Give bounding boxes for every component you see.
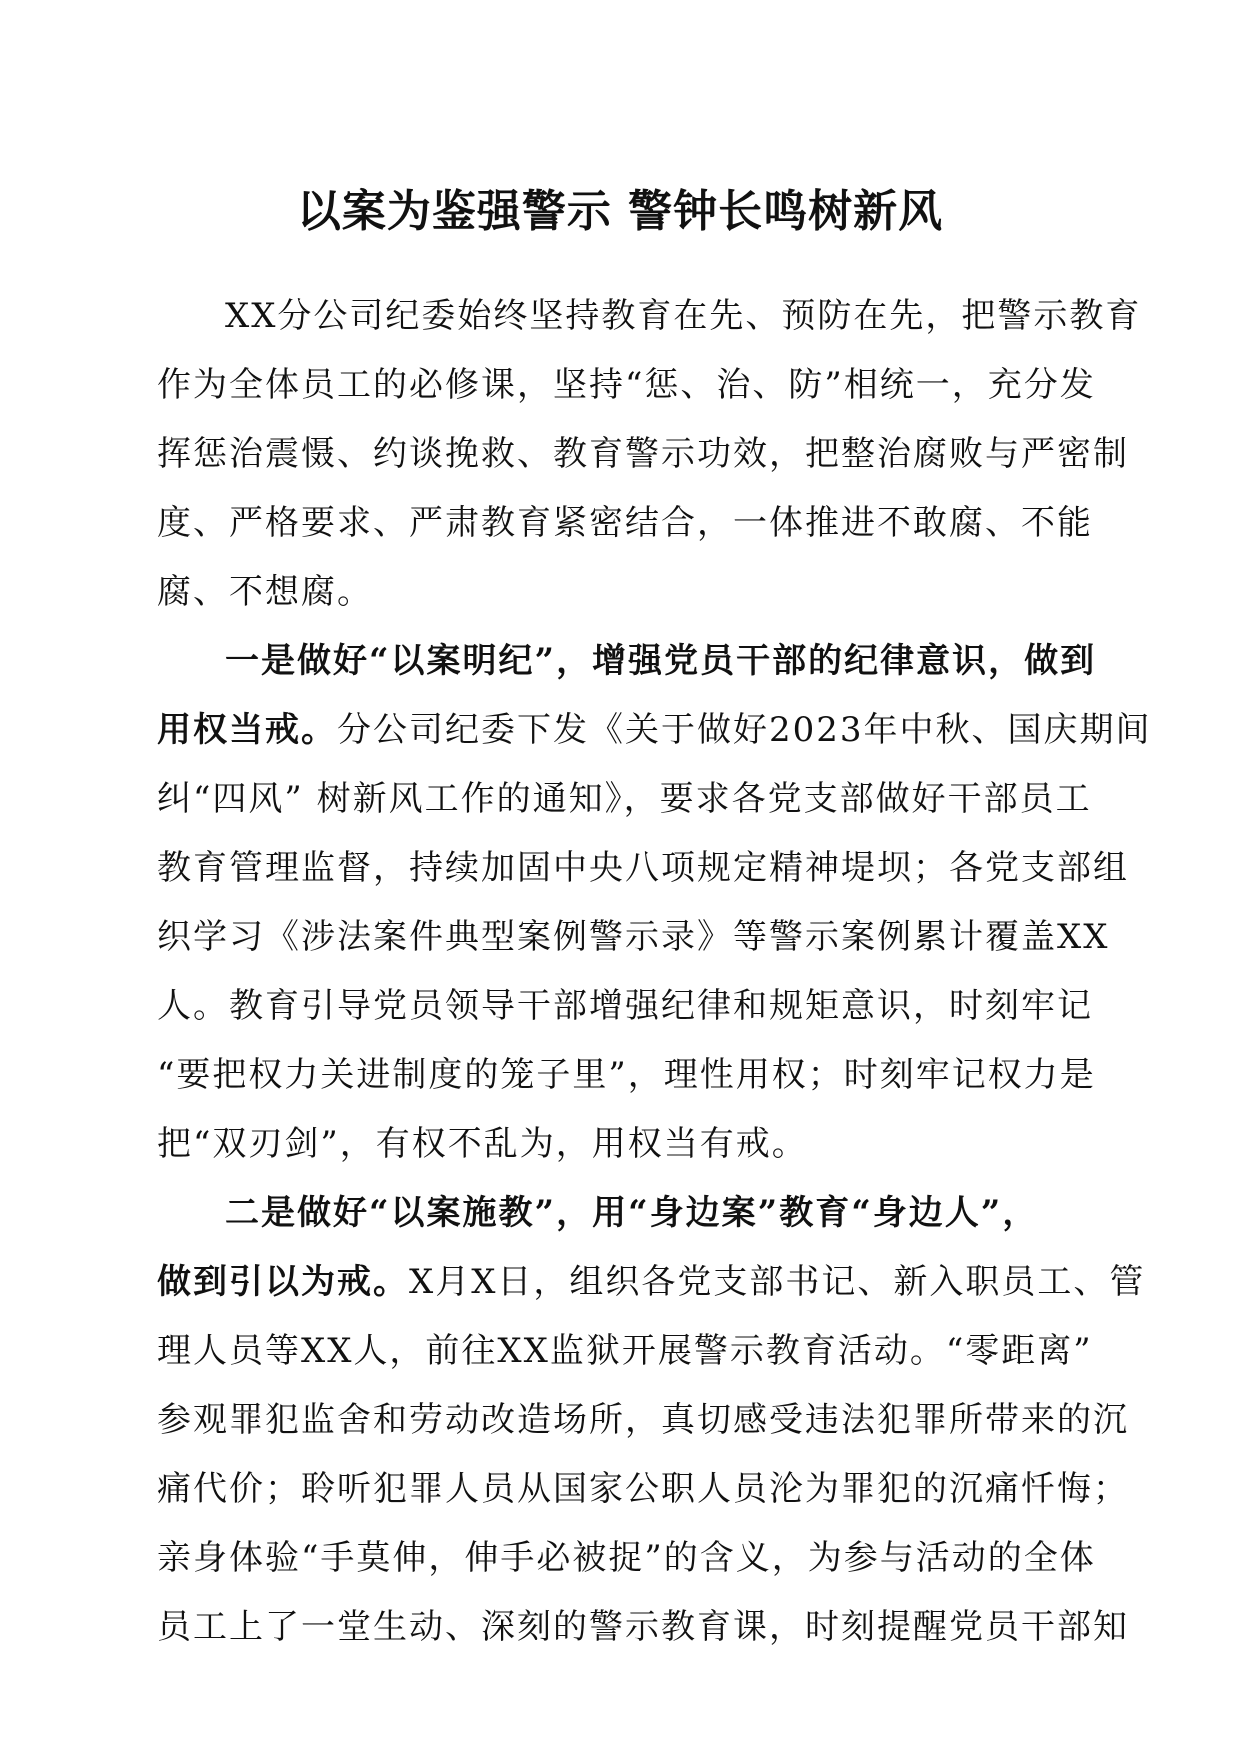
text-line — [157, 1593, 1129, 1662]
text-line — [157, 972, 1093, 1041]
text-segment: 教育管理监督，持续加固中央八项规定精神堤坝；各党支部组 — [157, 848, 1129, 888]
text-segment: 员工上了一堂生动、深刻的警示教育课，时刻提醒党员干部知 — [157, 1607, 1129, 1647]
document-title: 以案为鉴强警示 警钟长鸣树新风 — [296, 186, 944, 237]
text-line — [157, 903, 1110, 972]
text-line — [157, 282, 1142, 351]
text-segment: 理人员等XX人，前往XX监狱开展警示教育活动。“零距离” — [157, 1331, 1093, 1371]
text-segment: X月X日，组织各党支部书记、新入职员工、管 — [409, 1262, 1146, 1302]
text-segment: 织学习《涉法案件典型案例警示录》等警示案例累计覆盖XX — [157, 917, 1110, 957]
text-segment: 痛代价；聆听犯罪人员从国家公职人员沦为罪犯的沉痛忏悔； — [157, 1469, 1129, 1509]
text-line — [157, 351, 1096, 420]
text-line — [157, 1386, 1129, 1455]
paragraph — [157, 1179, 1146, 1662]
paragraph — [157, 627, 1152, 1179]
text-line — [157, 558, 1087, 627]
text-line — [157, 627, 1097, 696]
text-segment: 腐、不想腐。 — [157, 572, 373, 612]
text-line — [157, 1248, 1146, 1317]
text-line — [157, 420, 1129, 489]
text-segment: 参观罪犯监舍和劳动改造场所，真切感受违法犯罪所带来的沉 — [157, 1400, 1129, 1440]
text-line — [157, 1455, 1129, 1524]
text-segment: 分公司纪委下发《关于做好2023年中秋、国庆期间 — [337, 710, 1152, 750]
text-line — [157, 1041, 1096, 1110]
text-segment: 人。教育引导党员领导干部增强纪律和规矩意识，时刻牢记 — [157, 986, 1093, 1026]
bold-text-segment: 用权当戒。 — [157, 710, 337, 750]
text-line — [157, 1317, 1093, 1386]
bold-text-segment: 做到引以为戒。 — [157, 1262, 409, 1302]
text-line — [157, 1179, 1087, 1248]
text-line — [157, 696, 1152, 765]
paragraph — [157, 282, 1142, 627]
bold-text-segment: 二是做好“以案施教”，用“身边案”教育“身边人”， — [225, 1193, 1039, 1233]
text-line — [157, 1110, 1087, 1179]
text-line — [157, 765, 1092, 834]
text-segment: 把“双刃剑”，有权不乱为，用权当有戒。 — [157, 1124, 808, 1164]
text-segment: 挥惩治震慑、约谈挽救、教育警示功效，把整治腐败与严密制 — [157, 434, 1129, 474]
text-line — [157, 834, 1129, 903]
text-segment: 纠“四风” 树新风工作的通知》，要求各党支部做好干部员工 — [157, 779, 1092, 819]
text-line — [157, 489, 1093, 558]
bold-text-segment: 一是做好“以案明纪”，增强党员干部的纪律意识，做到 — [225, 641, 1097, 681]
text-segment: 作为全体员工的必修课，坚持“惩、治、防”相统一，充分发 — [157, 365, 1096, 405]
text-segment: “要把权力关进制度的笼子里”，理性用权；时刻牢记权力是 — [157, 1055, 1096, 1095]
document-body — [157, 282, 1152, 1662]
text-segment: XX分公司纪委始终坚持教育在先、预防在先，把警示教育 — [225, 296, 1142, 336]
text-segment: 度、严格要求、严肃教育紧密结合，一体推进不敢腐、不能 — [157, 503, 1093, 543]
text-line — [157, 1524, 1096, 1593]
text-segment: 亲身体验“手莫伸，伸手必被捉”的含义，为参与活动的全体 — [157, 1538, 1096, 1578]
